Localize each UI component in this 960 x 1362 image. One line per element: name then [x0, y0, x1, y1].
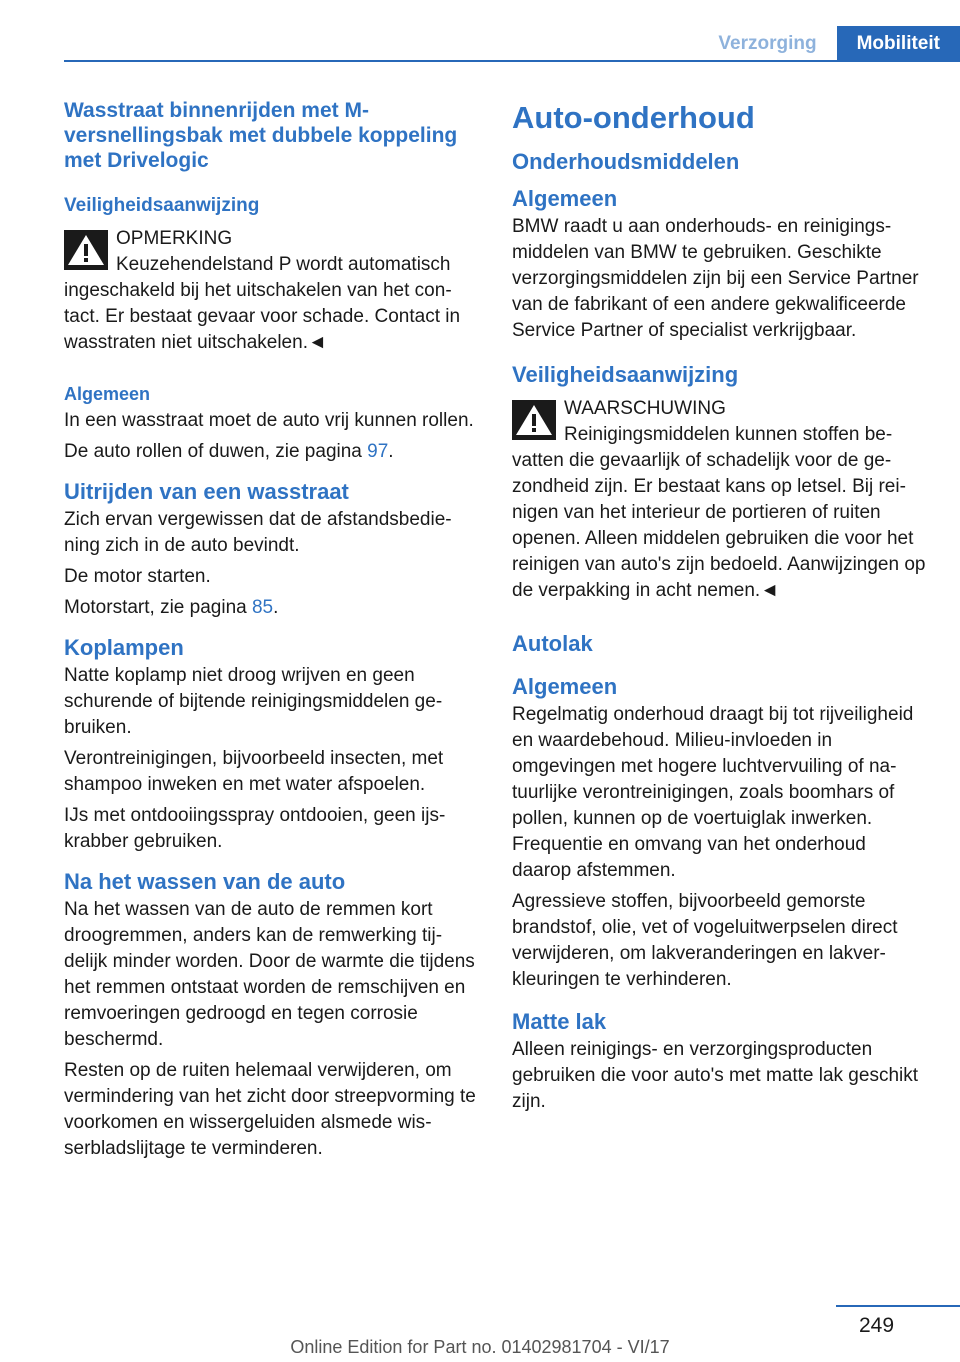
heading-general: Algemeen [64, 384, 151, 404]
heading-safety: Veiligheidsaanwijzing [64, 195, 260, 216]
after-wash-paragraph-2: Resten op de ruiten helemaal verwijderen, om vermindering van het zicht door streepvorming te voorkomen en wissergeluiden alsmede wisserbladslijtage te verminderen. [64, 1060, 476, 1159]
heading-headlights: Koplampen [64, 635, 184, 660]
page-number: 249 [859, 1314, 895, 1337]
heading-paint: Autolak [512, 631, 593, 656]
paint-paragraph-1: Regelmatig onderhoud draagt bij tot rijveiligheid en waardebehoud. Milieu-invloeden in omgevingen met hogere luchtvervuiling of natuurlijke verontreinigingen, zoals boomhars of pollen, kunnen op de voertuiglak inwerken. Frequentie en omvang van het onderhoud daarop afstemmen. [512, 704, 914, 881]
heading-safety-right: Veiligheidsaanwijzing [512, 362, 739, 387]
left-column [64, 98, 478, 1167]
chapter-title-car-care: Auto-onderhoud [512, 100, 755, 135]
notice-label: OPMERKING [116, 228, 233, 249]
headlights-paragraph-2: Verontreinigingen, bijvoorbeeld insecten, met shampoo inweken en met water afspoelen. [64, 748, 444, 795]
edition-footer: Online Edition for Part no. 01402981704 - VI/17 [290, 1337, 670, 1357]
right-column [512, 98, 928, 1120]
exit-paragraph-2: De motor starten. [64, 566, 211, 587]
tab-mobiliteit[interactable]: Mobiliteit [837, 26, 960, 62]
notice-box [64, 226, 478, 356]
chapter-tabs [698, 26, 960, 62]
general-paragraph-1: In een wasstraat moet de auto vrij kunnen rollen. [64, 410, 474, 431]
notice-text: Keuzehendelstand P wordt automatisch ingeschakeld bij het uitschakelen van het contact. Er bestaat gevaar voor schade. Contact in wasstraten niet uitschakelen.◄ [64, 254, 461, 353]
paint-paragraph-2: Agressieve stoffen, bijvoorbeeld gemorste brandstof, olie, vet of vogeluitwerpselen direct verwijderen, om lakveranderingen en lakverkleuringen te verhinderen. [512, 891, 898, 990]
headlights-paragraph-1: Natte koplamp niet droog wrijven en geen schurende of bijtende reinigingsmiddelen gebruiken. [64, 665, 443, 738]
exit-paragraph-3: Motorstart, zie pagina 85. [64, 597, 279, 618]
heading-care-products: Onderhoudsmiddelen [512, 149, 740, 174]
heading-general-right: Algemeen [512, 186, 618, 211]
heading-matte-paint: Matte lak [512, 1009, 607, 1034]
warning-triangle-icon [64, 230, 108, 270]
warning-box [512, 396, 928, 604]
section-title-carwash: Wasstraat binnenrijden met M-versnellingsbak met dubbele koppeling met Drivelogic [64, 99, 458, 172]
heading-after-wash: Na het wassen van de auto [64, 869, 346, 894]
tab-verzorging[interactable]: Verzorging [698, 26, 836, 62]
header-rule [64, 60, 960, 62]
care-paragraph-1: BMW raadt u aan onderhouds- en reinigingsmiddelen van BMW te gebruiken. Geschikte verzorgingsmiddelen zijn bij een Service Partner van de fabrikant of een andere gekwalificeerde Service Partner of specialist verkrijgbaar. [512, 216, 919, 341]
headlights-paragraph-3: IJs met ontdooiingsspray ontdooien, geen ijskrabber gebruiken. [64, 805, 446, 852]
exit-paragraph-1: Zich ervan vergewissen dat de afstandsbediening zich in de auto bevindt. [64, 509, 452, 556]
warning-triangle-icon [512, 400, 556, 440]
heading-paint-general: Algemeen [512, 674, 618, 699]
heading-exit-carwash: Uitrijden van een wasstraat [64, 479, 349, 504]
general-paragraph-2: De auto rollen of duwen, zie pagina 97. [64, 441, 394, 462]
after-wash-paragraph-1: Na het wassen van de auto de remmen kort droogremmen, anders kan de remwerking tijdelijk minder worden. Door de warmte die tijdens het remmen ontstaat worden de remschijven en remvoeringen gedroogd en tegen corrosie beschermd. [64, 899, 475, 1050]
warning-text: Reinigingsmiddelen kunnen stoffen bevatten die gevaarlijk of schadelijk voor de gezondheid zijn. Er bestaat kans op letsel. Bij reinigen van het interieur de portieren of ruiten openen. Alleen middelen gebruiken die voor het reinigen van auto's zijn bedoeld. Aanwijzingen op de verpakking in acht nemen.◄ [512, 424, 926, 601]
matte-paragraph-1: Alleen reinigings- en verzorgingsproducten gebruiken die voor auto's met matte lak geschikt zijn. [512, 1039, 919, 1112]
footer-rule [836, 1305, 960, 1307]
page-link-97[interactable]: 97 [367, 441, 389, 462]
page-link-85[interactable]: 85 [251, 597, 274, 618]
warning-label: WAARSCHUWING [564, 398, 726, 419]
